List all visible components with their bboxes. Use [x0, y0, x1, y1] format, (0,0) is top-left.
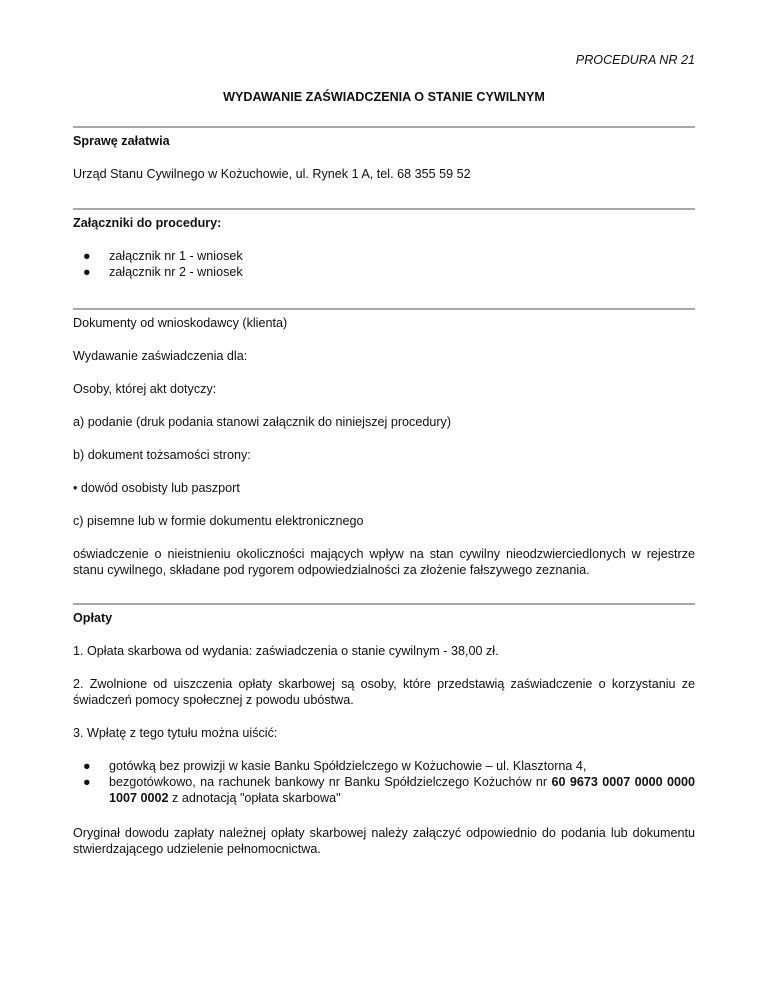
fees-paragraph-3: 3. Wpłatę z tego tytułu można uiścić:: [73, 726, 278, 740]
handled-by-heading: Sprawę załatwia: [73, 134, 170, 148]
section-divider: [73, 126, 695, 128]
documents-line: c) pisemne lub w formie dokumentu elektronicznego: [73, 514, 364, 528]
list-item: ● bezgotówkowo, na rachunek bankowy nr Banku Spółdzielczego Kożuchów nr 60 9673 0007 0000 0000 1007 0002 z adnotacją "opłata skarbowa": [83, 775, 695, 805]
list-item: ● załącznik nr 1 - wniosek: [83, 249, 243, 263]
attachments-heading: Załączniki do procedury:: [73, 216, 222, 230]
handled-by-text: Urząd Stanu Cywilnego w Kożuchowie, ul. Rynek 1 A, tel. 68 355 59 52: [73, 167, 471, 181]
payment-methods-list: [73, 758, 695, 806]
list-item: ● gotówką bez prowizji w kasie Banku Spółdzielczego w Kożuchowie – ul. Klasztorna 4,: [83, 759, 587, 773]
list-item: ● załącznik nr 2 - wniosek: [83, 265, 243, 279]
bullet-icon: ●: [83, 249, 91, 263]
bullet-icon: ●: [83, 265, 91, 279]
section-divider: [73, 603, 695, 605]
fees-heading: Opłaty: [73, 611, 113, 625]
fees-paragraph-2: 2. Zwolnione od uiszczenia opłaty skarbowej są osoby, które przedstawią zaświadczenie o korzystaniu ze świadczeń pomocy społecznej z powodu ubóstwa.: [73, 677, 695, 707]
section-divider: [73, 308, 695, 310]
attachments-list: [73, 248, 695, 280]
procedure-number: PROCEDURA NR 21: [575, 53, 695, 67]
bank-account-number: 60 9673 0007 0000 0000 1007 0002: [109, 775, 695, 805]
documents-statement: oświadczenie o nieistnieniu okoliczności mających wpływ na stan cywilny nieodzwierciedlonych w rejestrze stanu cywilnego, składane pod rygorem odpowiedzialności za złożenie fałszywego zeznania.: [73, 547, 695, 577]
documents-line: • dowód osobisty lub paszport: [73, 481, 240, 495]
documents-heading: Dokumenty od wnioskodawcy (klienta): [73, 316, 288, 330]
documents-line: b) dokument tożsamości strony:: [73, 448, 251, 462]
section-divider: [73, 208, 695, 210]
document-title: WYDAWANIE ZAŚWIADCZENIA O STANIE CYWILNYM: [223, 90, 545, 104]
fees-paragraph-1: 1. Opłata skarbowa od wydania: zaświadczenia o stanie cywilnym - 38,00 zł.: [73, 644, 499, 658]
closing-note: Oryginał dowodu zapłaty należnej opłaty skarbowej należy załączyć odpowiednio do podania lub dokumentu stwierdzającego udzielenie pełnomocnictwa.: [73, 826, 695, 856]
documents-line: a) podanie (druk podania stanowi załącznik do niniejszej procedury): [73, 415, 452, 429]
bullet-icon: ●: [83, 775, 91, 789]
documents-line: Wydawanie zaświadczenia dla:: [73, 349, 248, 363]
bullet-icon: ●: [83, 759, 91, 773]
documents-line: Osoby, której akt dotyczy:: [73, 382, 217, 396]
